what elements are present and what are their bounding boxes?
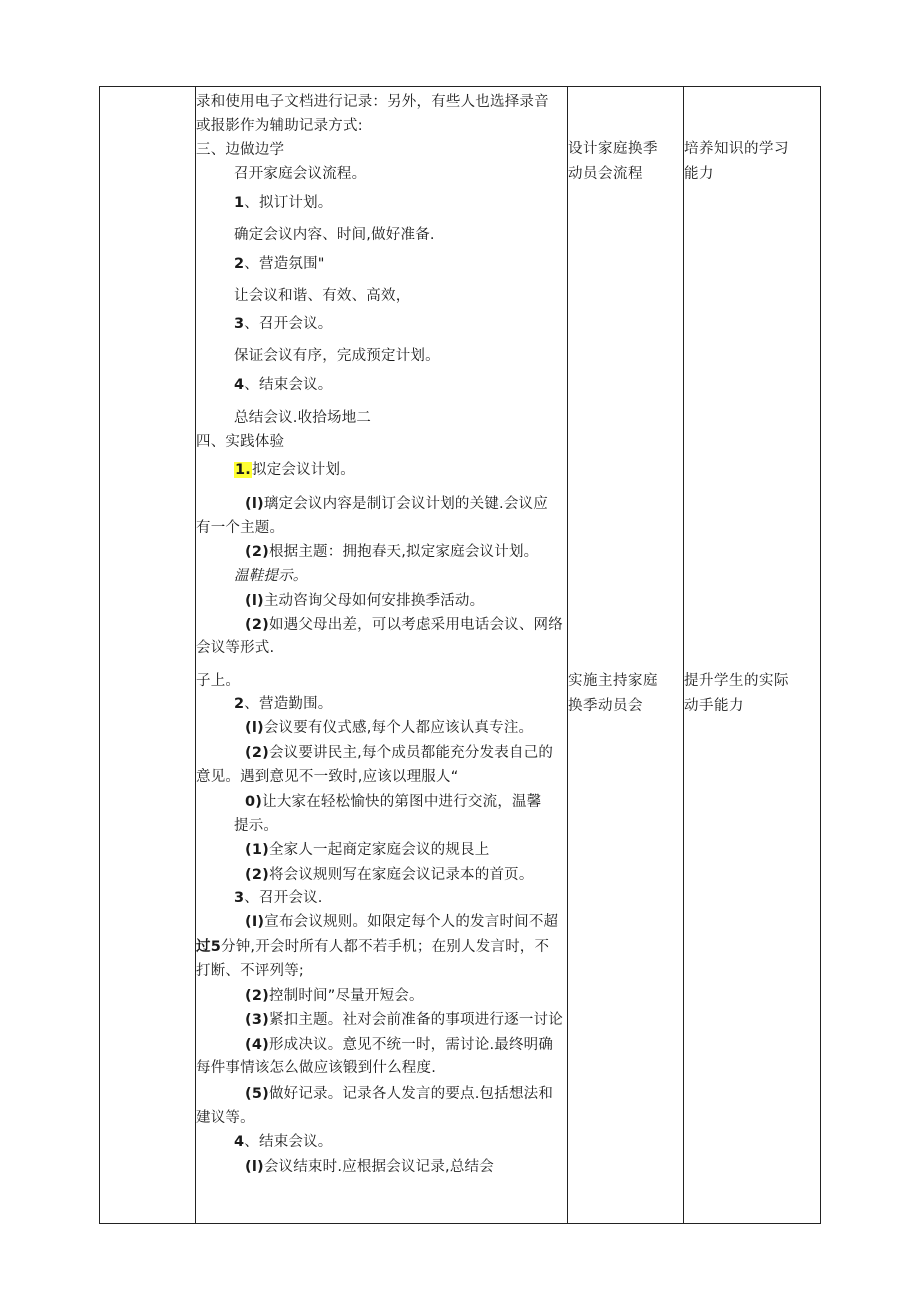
item-number: (2) bbox=[245, 544, 269, 560]
item-number: (2) bbox=[245, 745, 269, 761]
section-heading: 三、边做边学 bbox=[196, 142, 285, 158]
item-number: (2) bbox=[245, 617, 269, 633]
text-line: 意见。遇到意见不一致时,应该以理服人“ bbox=[196, 769, 459, 785]
step-label: 、结束会议。 bbox=[244, 377, 333, 393]
text-line bbox=[245, 718, 533, 738]
text-line: 让会议和谐、有效、高效， bbox=[234, 288, 411, 304]
text-line bbox=[245, 792, 541, 812]
goal-line: 动手能力 bbox=[684, 698, 744, 714]
column-divider bbox=[567, 87, 568, 1223]
item-text: 全家人一起商定家庭会议的规艮上 bbox=[268, 842, 490, 858]
text-line bbox=[245, 865, 534, 885]
step-label: 拟定会议计划。 bbox=[252, 462, 355, 478]
item-number: (1) bbox=[245, 842, 269, 858]
item-text: 紧扣主题。社对会前准备的事项进行逐一讨论 bbox=[268, 1012, 563, 1028]
text-line bbox=[245, 591, 484, 611]
item-number: (l) bbox=[245, 720, 264, 736]
text-line: 保证会议有序，完成预定计划。 bbox=[234, 348, 440, 364]
text-line bbox=[245, 494, 548, 514]
step-item bbox=[234, 314, 333, 334]
tip-heading: 温鞋提示。 bbox=[234, 568, 308, 584]
item-text: 分钟,开会时所有人都不若手机；在别人发言时，不 bbox=[221, 939, 550, 955]
step-label: 、拟订计划。 bbox=[244, 195, 333, 211]
text-line: 会议等形式. bbox=[196, 640, 275, 656]
goal-line: 培养知识的学习 bbox=[684, 141, 789, 157]
text-line: 召开家庭会议流程。 bbox=[234, 166, 367, 182]
item-number: (4) bbox=[245, 1037, 269, 1053]
text-line bbox=[245, 743, 553, 763]
item-text: 会议要有仪式感,每个人都应该认真专注。 bbox=[263, 720, 534, 736]
text-line bbox=[245, 912, 558, 932]
step-number: 3 bbox=[234, 316, 245, 332]
text-line: 录和使用电子文档进行记录：另外，有些人也选择录音 bbox=[196, 94, 549, 110]
step-label: 、召开会议. bbox=[244, 890, 323, 906]
step-number: 4 bbox=[234, 1134, 245, 1150]
text-line bbox=[245, 1157, 494, 1177]
text-line bbox=[245, 986, 424, 1006]
step-number: 1 bbox=[234, 195, 245, 211]
item-text: 宣布会议规则。如限定每个人的发言时间不超 bbox=[264, 914, 559, 930]
step-item bbox=[234, 888, 323, 908]
step-label: 、召开会议。 bbox=[244, 316, 333, 332]
step-label: 、结束会议。 bbox=[244, 1134, 333, 1150]
item-text: 将会议规则写在家庭会议记录本的首页。 bbox=[268, 867, 534, 883]
item-number: (l) bbox=[245, 593, 264, 609]
text-line bbox=[245, 1084, 553, 1104]
goal-learning bbox=[684, 137, 789, 187]
section-heading: 四、实践体验 bbox=[196, 434, 285, 450]
goal-line: 能力 bbox=[684, 166, 714, 182]
step-item bbox=[234, 193, 333, 213]
step-number: 2 bbox=[234, 696, 245, 712]
item-text: 会议要讲民主,每个成员都能充分发表自己的 bbox=[268, 745, 554, 761]
step-number: 4 bbox=[234, 377, 245, 393]
item-number: (3) bbox=[245, 1012, 269, 1028]
item-text: 根据主题：拥抱春天,拟定家庭会议计划。 bbox=[268, 544, 539, 560]
item-number: 0) bbox=[245, 794, 263, 810]
item-number: (I) bbox=[245, 914, 265, 930]
item-text: 做好记录。记录各人发言的要点.包括想法和 bbox=[268, 1086, 554, 1102]
step-number: 3 bbox=[234, 890, 245, 906]
item-text: 让大家在轻松愉快的第图中进行交流，温馨 bbox=[262, 794, 542, 810]
text-line: 子上。 bbox=[196, 673, 241, 689]
text-line: 打断、不评列等; bbox=[196, 963, 304, 979]
highlighted-number: 1. bbox=[235, 462, 251, 478]
item-text: 如遇父母出差，可以考虑采用电话会议、网络 bbox=[268, 617, 563, 633]
text-line: 确定会议内容、时间,做好准备. bbox=[234, 227, 435, 243]
text-line bbox=[245, 1035, 553, 1055]
step-number: 2 bbox=[234, 256, 245, 272]
text-line bbox=[196, 937, 549, 957]
item-text: 控制时间”尽量开短会。 bbox=[268, 988, 424, 1004]
text-line bbox=[245, 1010, 563, 1030]
item-number: 过5 bbox=[196, 939, 221, 955]
item-text: 形成决议。意见不统一时，需讨论.最终明确 bbox=[268, 1037, 554, 1053]
item-text: 璃定会议内容是制订会议计划的关键.会议应 bbox=[263, 496, 548, 512]
text-line bbox=[245, 542, 538, 562]
activity-line: 换季动员会 bbox=[568, 698, 643, 714]
step-item bbox=[234, 460, 355, 480]
step-label: 、营造勤围。 bbox=[244, 696, 333, 712]
text-line: 有一个主题。 bbox=[196, 520, 285, 536]
step-item bbox=[234, 375, 333, 395]
text-line: 每件事情该怎么做应该锻到什么程度. bbox=[196, 1060, 437, 1076]
item-number: (l) bbox=[245, 1159, 264, 1175]
activity-line: 实施主持家庭 bbox=[568, 673, 658, 689]
text-line: 提示。 bbox=[234, 818, 279, 834]
step-item bbox=[234, 694, 333, 714]
step-label: 、营造氛围" bbox=[244, 256, 325, 272]
item-number: (2) bbox=[245, 988, 269, 1004]
item-number: (5) bbox=[245, 1086, 269, 1102]
goal-practical bbox=[684, 669, 789, 719]
text-line bbox=[245, 615, 563, 635]
text-line: 或报影作为辅助记录方式: bbox=[196, 118, 363, 134]
step-item bbox=[234, 254, 325, 274]
text-line bbox=[245, 840, 489, 860]
item-text: 主动咨询父母如何安排换季活动。 bbox=[263, 593, 485, 609]
item-text: 会议结束时.应根据会议记录,总结会 bbox=[263, 1159, 494, 1175]
activity-line: 动员会流程 bbox=[568, 166, 643, 182]
activity-implement bbox=[568, 669, 658, 719]
goal-line: 提升学生的实际 bbox=[684, 673, 789, 689]
activity-line: 设计家庭换季 bbox=[568, 141, 658, 157]
text-line: 总结会议.收拾场地二 bbox=[234, 410, 372, 426]
item-number: (2) bbox=[245, 867, 269, 883]
step-item bbox=[234, 1132, 333, 1152]
item-number: (l) bbox=[245, 496, 264, 512]
activity-design bbox=[568, 137, 658, 187]
column-divider bbox=[683, 87, 684, 1223]
text-line: 建议等。 bbox=[196, 1110, 255, 1126]
